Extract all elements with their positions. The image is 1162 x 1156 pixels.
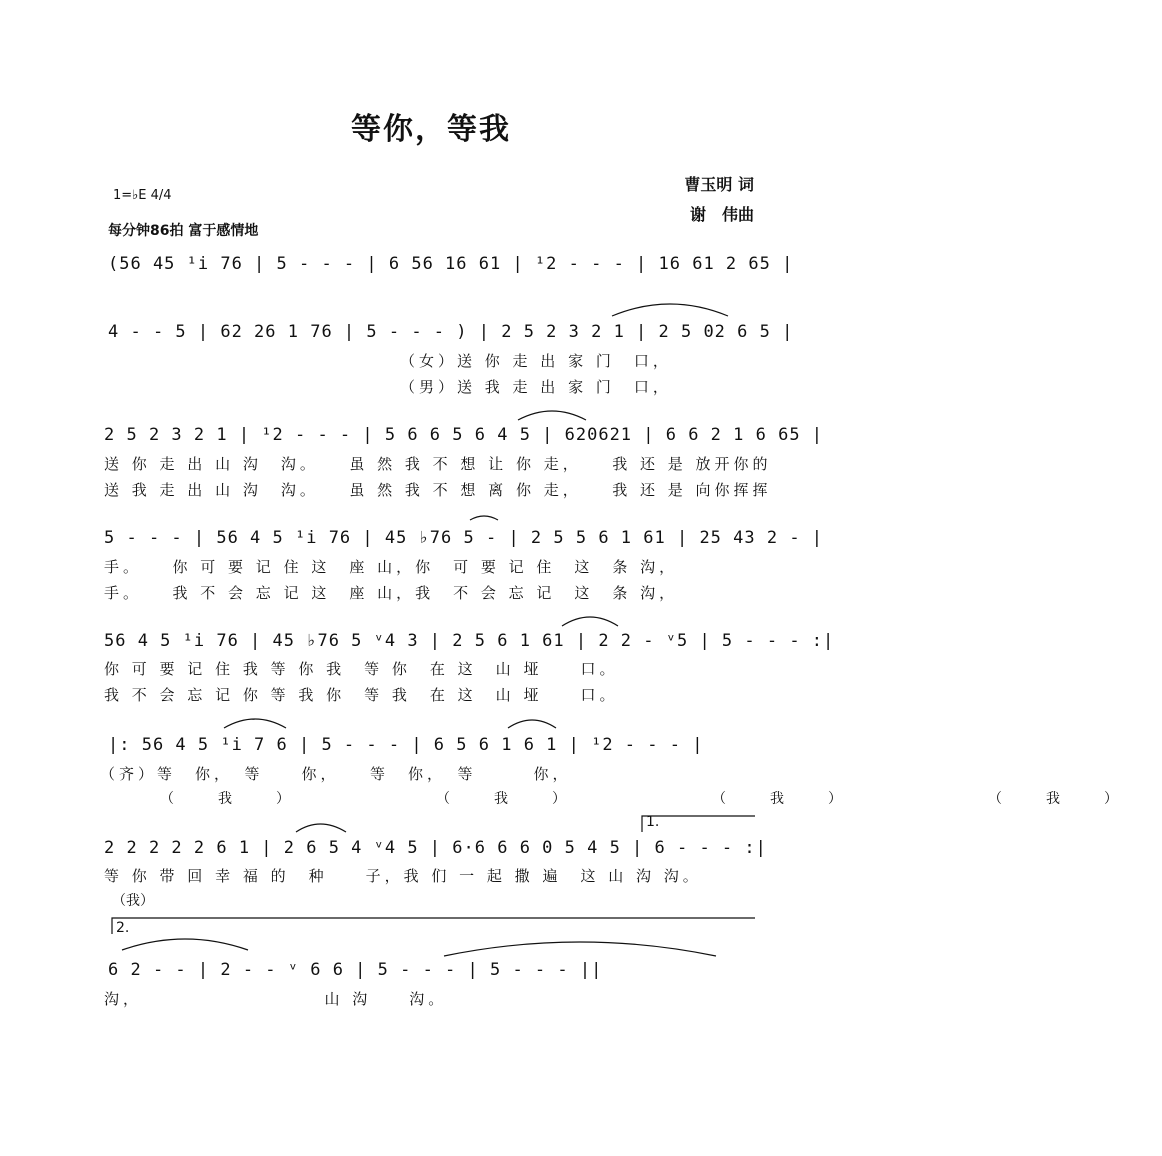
lyric-row-6-chorus: （齐）等 你， 等 你， 等 你， 等 你， — [100, 765, 572, 783]
notation-row-5: 56 4 5 ¹i 76 | 45 ♭76 5 ᵛ4 3 | 2 5 6 1 61 | 2 2 - ᵛ5 | 5 - - - :| — [104, 631, 835, 651]
lyric-row-2-male: （男）送 我 走 出 家 门 口， — [400, 378, 672, 396]
notation-row-6: |: 56 4 5 ¹i 7 6 | 5 - - - | 6 5 6 1 6 1 | ¹2 - - - | — [108, 735, 704, 755]
slur-row-8a — [122, 939, 248, 950]
volta-1-label: 1. — [646, 814, 660, 830]
lyric-row-5-male: 我 不 会 忘 记 你 等 我 你 等 我 在 这 山 垭 口。 — [104, 686, 619, 704]
song-title: 等你，等我 — [351, 112, 511, 147]
notation-row-4: 5 - - - | 56 4 5 ¹i 76 | 45 ♭76 5 - | 2 5 5 6 1 61 | 25 43 2 - | — [104, 528, 824, 548]
lyric-row-3-female: 送 你 走 出 山 沟 沟。 虽 然 我 不 想 让 你 走， 我 还 是 放开你的 — [104, 455, 772, 473]
slur-row-2 — [612, 304, 728, 316]
lyric-row-4-male: 手。 我 不 会 忘 记 这 座 山，我 不 会 忘 记 这 条 沟， — [104, 584, 679, 602]
volta-2-label: 2. — [116, 920, 130, 936]
slur-row-4 — [470, 516, 498, 520]
composer-credit: 谢 伟曲 — [689, 205, 754, 224]
lyric-row-6-echo: （我） （我） （我） （我） — [160, 791, 1162, 807]
lyric-row-3-male: 送 我 走 出 山 沟 沟。 虽 然 我 不 想 离 你 走， 我 还 是 向你挥挥 — [104, 481, 772, 499]
slur-row-5 — [562, 617, 618, 626]
notation-row-2: 4 - - 5 | 62 26 1 76 | 5 - - - ) | 2 5 2 3 2 1 | 2 5 02 6 5 | — [108, 322, 794, 342]
slur-row-6a — [224, 719, 286, 728]
lyric-row-7: 等 你 带 回 幸 福 的 种 子，我 们 一 起 撒 遍 这 山 沟 沟。 — [104, 867, 702, 885]
slur-row-7 — [296, 824, 346, 832]
volta-2-bracket — [112, 918, 755, 934]
slur-row-8b — [444, 942, 716, 956]
key-signature: 1=♭E 4/4 — [113, 188, 172, 203]
lyric-row-2-female: （女）送 你 走 出 家 门 口， — [400, 352, 672, 370]
slur-row-3 — [518, 411, 586, 420]
notation-row-7: 2 2 2 2 2 6 1 | 2 6 5 4 ᵛ4 5 | 6·6 6 6 0 5 4 5 | 6 - - - :| — [104, 838, 767, 858]
slur-row-6b — [508, 720, 556, 728]
notation-row-8: 6 2 - - | 2 - - ᵛ 6 6 | 5 - - - | 5 - - - || — [108, 960, 603, 980]
notation-row-3: 2 5 2 3 2 1 | ¹2 - - - | 5 6 6 5 6 4 5 | 620621 | 6 6 2 1 6 65 | — [104, 425, 824, 445]
lyric-row-7-echo: （我） — [112, 893, 154, 909]
lyricist-credit: 曹玉明 词 — [684, 175, 754, 194]
tempo-marking: 每分钟86拍 富于感情地 — [108, 223, 259, 239]
volta-1-bracket — [642, 816, 755, 832]
lyric-row-8: 沟， 山 沟 沟。 — [104, 990, 448, 1008]
lyric-row-5-female: 你 可 要 记 住 我 等 你 我 等 你 在 这 山 垭 口。 — [104, 660, 619, 678]
lyric-row-4-female: 手。 你 可 要 记 住 这 座 山，你 可 要 记 住 这 条 沟， — [104, 558, 679, 576]
notation-row-1: (56 45 ¹i 76 | 5 - - - | 6 56 16 61 | ¹2 - - - | 16 61 2 65 | — [108, 254, 794, 274]
